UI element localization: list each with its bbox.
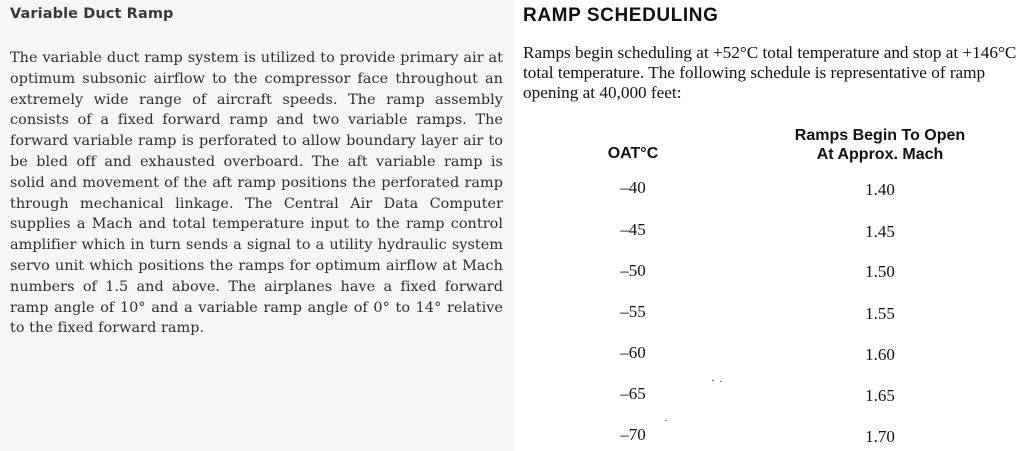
table-cell-oat: –45 <box>620 220 646 239</box>
table-cell-mach: 1.40 <box>865 180 895 199</box>
table-cell-oat: –40 <box>620 178 646 197</box>
table-cell-mach: 1.50 <box>865 262 895 281</box>
table-cell-oat: –50 <box>620 261 646 280</box>
table-header-oat: OAT°C <box>607 145 659 162</box>
left-column <box>0 0 514 451</box>
table-header-mach-line1: Ramps Begin To Open <box>794 127 966 144</box>
scan-speck <box>665 420 667 421</box>
section-heading-ramp-scheduling: RAMP SCHEDULING <box>523 5 719 26</box>
section-body-variable-duct-ramp: The variable duct ramp system is utilized to provide primary air at optimum subsonic airflow to the compressor face throughout an extremely wide range of aircraft speeds. The ramp assembly consists of a fixed forward ramp and two variable ramps. The forward variable ramp is perforated to allow boundary layer air to be bled off and exhausted overboard. The aft variable ramp is solid and movement of the aft ramp positions the perforated ramp through mechanical linkage. The Central Air Data Computer supplies a Mach and total temperature input to the ramp control amplifier which in turn sends a signal to a utility hydraulic system servo unit which positions the ramps for optimum airflow at Mach numbers of 1.5 and above. The airplanes have a fixed forward ramp angle of 10° and a variable ramp angle of 0° to 14° relative to the fixed forward ramp. <box>10 50 503 337</box>
table-cell-mach: 1.60 <box>865 345 895 364</box>
table-cell-oat: –65 <box>620 384 646 403</box>
scan-speck <box>712 380 714 381</box>
table-cell-mach: 1.65 <box>865 386 895 405</box>
table-header-mach-line2: At Approx. Mach <box>816 146 944 163</box>
table-cell-mach: 1.70 <box>865 427 895 446</box>
table-header-mach <box>760 126 1000 164</box>
table-cell-mach: 1.45 <box>865 222 895 241</box>
table-cell-oat: –55 <box>620 302 646 321</box>
table-cell-oat: –60 <box>620 343 646 362</box>
ramp-scheduling-intro: Ramps begin scheduling at +52°C total temperature and stop at +146°C total temperature. The following schedule is representative of ramp opening at 40,000 feet: <box>523 43 1017 102</box>
section-heading-variable-duct-ramp: Variable Duct Ramp <box>10 6 174 22</box>
scan-speck <box>720 381 722 382</box>
table-cell-oat: –70 <box>620 425 646 444</box>
table-cell-mach: 1.55 <box>865 304 895 323</box>
